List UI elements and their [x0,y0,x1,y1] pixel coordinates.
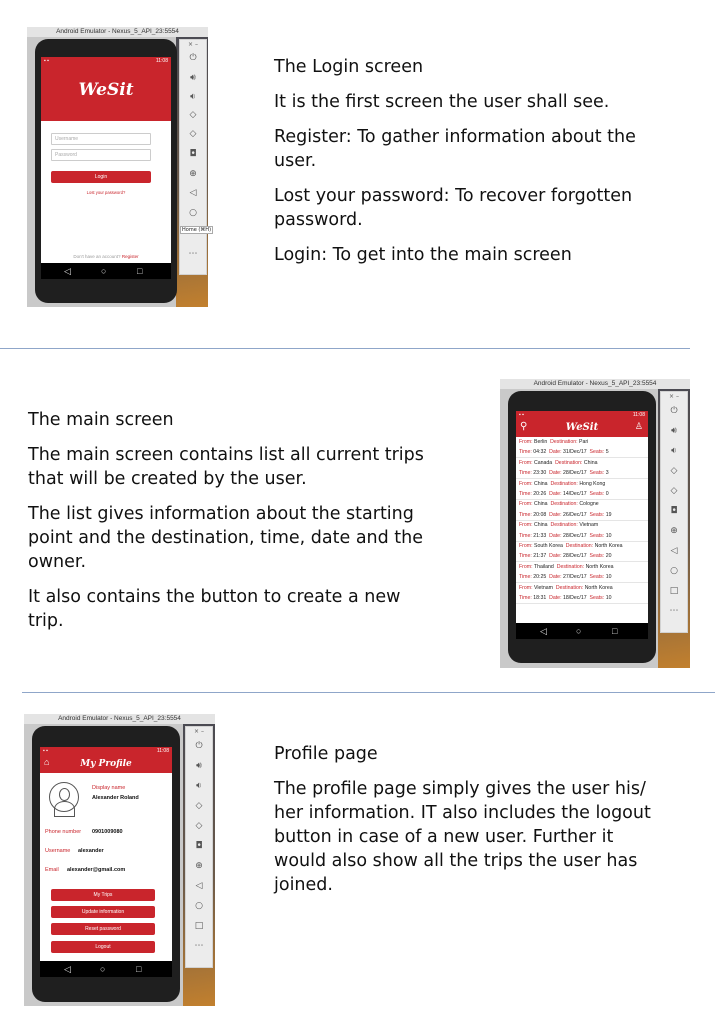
phone-value: 0901009080 [92,829,123,835]
date-value: 14/Dec/17 [562,491,587,497]
rotate-right-icon[interactable]: ◇ [189,129,197,139]
zoom-icon[interactable]: ⊕ [189,169,197,179]
trip-row-details[interactable] [519,593,611,603]
power-icon[interactable]: ⏻ [670,406,678,416]
reset-password-button[interactable]: Reset password [51,923,155,935]
login-description [274,55,664,278]
android-nav-bar [41,263,171,279]
close-icon[interactable]: × – [188,41,198,48]
seats-value: 5 [605,449,609,456]
close-icon[interactable]: × – [669,393,679,400]
description-line: The list gives information about the starting point and the destination, time, date and the owner. [28,504,424,572]
destination-value: North Korea [594,543,623,549]
username-input[interactable]: Username [51,133,151,145]
time-label: Time: [519,491,532,497]
person-icon[interactable]: ♙ [634,421,643,431]
destination-label: Destination: [555,584,584,591]
seats-value: 20 [605,553,612,560]
app-logo: WeSit [565,422,599,433]
seats-label: Seats: [589,470,605,477]
trip-list-screen [516,411,648,639]
date-value: 27/Dec/17 [562,574,587,581]
section-divider [0,348,690,349]
emulator-profile [24,714,215,1006]
emulator-login [27,27,212,307]
date-label: Date: [549,595,562,601]
date-label: Date: [549,449,562,456]
home-icon[interactable]: ○ [195,901,203,911]
from-value: China [534,480,548,487]
emulator-toolbar [185,726,213,968]
description-line: The main screen contains list all current trips that will be created by the user. [28,445,424,489]
seats-value: 19 [605,511,612,518]
status-bar [41,57,171,65]
back-icon[interactable]: ◁ [670,546,678,556]
section-divider [22,692,715,693]
my-trips-button[interactable]: My Trips [51,889,155,901]
trip-list [516,437,648,623]
trip-row-route[interactable] [519,479,605,489]
volume-down-icon[interactable]: 🔉︎ [196,781,202,791]
trip-separator [516,603,648,604]
profile-description [274,742,669,908]
overview-icon[interactable]: □ [669,586,679,596]
time-label: Time: [519,553,532,560]
emulator-window-title: Android Emulator - Nexus_5_API_23:5554 [27,27,208,37]
register-prompt [41,254,171,259]
status-bar [40,747,172,755]
description-line: It is the first screen the user shall see. [274,92,610,112]
volume-down-icon[interactable]: 🔉︎ [671,446,677,456]
power-icon[interactable]: ⏻ [195,741,203,751]
android-nav-bar [40,961,172,977]
more-icon[interactable]: ⋯ [669,606,679,616]
from-label: From: [519,563,533,570]
home-nav-icon[interactable]: ⌂ [44,757,50,767]
emulator-window-title: Android Emulator - Nexus_5_API_23:5554 [24,714,215,724]
from-value: China [534,522,548,529]
time-value: 23:30 [533,470,547,477]
time-value: 20:25 [533,574,547,581]
close-icon[interactable]: × – [194,728,204,735]
zoom-icon[interactable]: ⊕ [670,526,678,536]
trip-row-details[interactable] [519,468,609,478]
seats-label: Seats: [589,574,605,581]
zoom-icon[interactable]: ⊕ [195,861,203,871]
destination-value: Cologne [579,501,599,508]
section-heading: The main screen [28,410,174,430]
time-value: 21:37 [533,553,547,560]
rotate-left-icon[interactable]: ◇ [670,466,678,476]
password-input[interactable]: Password [51,149,151,161]
trip-row-route[interactable] [519,458,597,468]
camera-icon[interactable]: ◘ [189,149,197,159]
trip-row-details[interactable] [519,551,611,561]
time-label: Time: [519,470,532,477]
date-value: 31/Dec/17 [562,449,587,456]
status-time: 11:08 [632,412,645,418]
trip-row-details[interactable] [519,447,609,457]
seats-value: 10 [605,574,612,581]
android-nav-bar [516,623,648,639]
status-icons: ▪ ▪ [43,748,48,754]
trip-row-details[interactable] [519,510,611,520]
overview-icon[interactable]: □ [612,626,618,636]
phone-frame [32,726,180,1002]
email-value: alexander@gmail.com [67,867,126,873]
seats-label: Seats: [589,532,605,539]
power-icon[interactable]: ⏻ [189,53,197,63]
date-label: Date: [549,511,562,518]
destination-label: Destination: [565,543,594,549]
emulator-toolbar [179,39,212,275]
date-label: Date: [549,470,562,477]
rotate-left-icon[interactable]: ◇ [195,801,203,811]
from-label: From: [519,522,533,529]
time-label: Time: [519,595,532,601]
trip-row-route[interactable] [519,562,614,572]
time-value: 20:26 [533,491,547,497]
profile-title: My Profile [80,759,132,769]
home-icon[interactable]: ○ [576,626,582,636]
app-bar [40,755,172,773]
trip-row-details[interactable] [519,489,609,499]
display-name-label: Display name [92,785,126,791]
register-link[interactable]: Register [121,254,139,259]
trip-row-details[interactable] [519,572,611,582]
trip-row-route[interactable] [519,520,598,530]
date-label: Date: [549,532,562,539]
back-icon[interactable]: ◁ [64,964,71,974]
destination-value: Hong Kong [579,480,606,487]
destination-value: Vietnam [579,522,599,529]
logout-button[interactable]: Logout [51,941,155,953]
trip-row-details[interactable] [519,531,611,541]
more-icon[interactable]: ⋯ [194,941,204,951]
from-value: Canada [534,459,553,466]
date-value: 28/Dec/17 [562,553,587,560]
destination-value: North Korea [584,584,613,591]
date-label: Date: [549,553,562,560]
trip-row-route[interactable] [519,437,588,447]
status-bar [516,411,648,419]
description-line: Login: To get into the main screen [274,245,572,265]
destination-label: Destination: [556,563,585,570]
back-icon[interactable]: ◁ [540,626,547,636]
destination-value: Pari [579,439,589,445]
rotate-left-icon[interactable]: ◇ [189,110,197,120]
login-screen [41,57,171,279]
destination-label: Destination: [550,480,578,487]
time-value: 18:31 [533,595,547,601]
login-header [41,65,171,121]
date-label: Date: [549,574,562,581]
home-icon[interactable]: ○ [670,566,678,576]
volume-down-icon[interactable]: 🔉︎ [190,92,196,102]
section-heading: The Login screen [274,57,424,77]
seats-value: 3 [605,470,609,477]
seats-label: Seats: [589,553,605,560]
seats-label: Seats: [589,595,605,601]
from-label: From: [519,439,533,445]
trip-row-route[interactable] [519,541,623,551]
description-line: Register: To gather information about the user. [274,127,636,171]
display-name-value: Alexander Roland [92,795,139,801]
volume-up-icon[interactable]: 🔊︎ [196,761,202,771]
destination-label: Destination: [550,439,578,445]
from-label: From: [519,480,533,487]
seats-value: 10 [605,595,612,601]
status-time: 11:08 [155,58,168,64]
from-label: From: [519,501,533,508]
volume-up-icon[interactable]: 🔊︎ [190,73,196,83]
destination-label: Destination: [555,459,583,466]
lost-password-link[interactable]: Lost your password? [86,190,126,195]
profile-screen [40,747,172,977]
from-value: Vietnam [534,584,553,591]
destination-label: Destination: [550,501,578,508]
seats-value: 10 [605,532,612,539]
more-icon[interactable]: ⋯ [188,249,198,259]
username-label: Username [45,848,71,854]
emulator-window-title: Android Emulator - Nexus_5_API_23:5554 [500,379,690,389]
username-value: alexander [78,848,104,854]
emulator-main [500,379,690,668]
avatar-icon [49,782,79,812]
from-value: Thailand [533,563,554,570]
from-value: South Korea [534,543,563,549]
trip-row-route[interactable] [519,583,613,593]
seats-label: Seats: [589,511,605,518]
date-value: 18/Dec/17 [562,595,587,601]
time-label: Time: [519,449,532,456]
from-label: From: [519,543,533,549]
no-account-text: Don't have an account? [73,254,121,259]
overview-icon[interactable]: □ [137,266,143,276]
from-value: Berlin [534,439,548,445]
back-icon[interactable]: ◁ [189,188,197,198]
from-label: From: [519,459,533,466]
overview-icon[interactable]: □ [194,921,204,931]
back-icon[interactable]: ◁ [64,266,71,276]
back-icon[interactable]: ◁ [195,881,203,891]
time-label: Time: [519,574,532,581]
phone-frame [35,39,177,303]
app-bar [516,419,648,437]
phone-label: Phone number [45,829,82,835]
destination-value: China [583,459,598,466]
camera-icon[interactable]: ◘ [670,506,678,516]
volume-up-icon[interactable]: 🔊︎ [671,426,677,436]
phone-frame [508,391,656,663]
date-value: 28/Dec/17 [562,470,587,477]
seats-value: 0 [605,491,609,497]
location-pin-icon[interactable]: ⚲ [520,421,528,432]
rotate-right-icon[interactable]: ◇ [195,821,203,831]
seats-label: Seats: [589,491,605,497]
status-time: 11:08 [156,748,169,754]
section-heading: Profile page [274,744,378,764]
home-icon[interactable]: ○ [189,208,197,218]
destination-label: Destination: [550,522,578,529]
date-value: 26/Dec/17 [562,511,587,518]
time-value: 20:08 [533,511,547,518]
time-label: Time: [519,511,532,518]
emulator-toolbar [660,391,688,633]
time-value: 04:32 [533,449,547,456]
app-logo: WeSit [78,80,134,100]
home-icon[interactable]: ○ [100,964,106,974]
home-icon[interactable]: ○ [101,266,107,276]
date-label: Date: [549,491,562,497]
main-description [28,408,428,644]
time-label: Time: [519,532,532,539]
email-label: Email [45,867,59,873]
login-button[interactable]: Login [51,171,151,183]
status-icons: ▪ ▪ [519,412,524,418]
rotate-right-icon[interactable]: ◇ [670,486,678,496]
description-line: It also contains the button to create a new trip. [28,587,401,631]
description-line: Lost your password: To recover forgotten password. [274,186,633,230]
trip-row-route[interactable] [519,499,599,509]
update-information-button[interactable]: Update information [51,906,155,918]
status-icons: ▪ ▪ [44,58,49,64]
destination-value: North Korea [585,563,614,570]
description-line: The profile page simply gives the user his/ her information. IT also includes the logout button in case of a new user. Further it would also show all the trips the user has joined. [274,779,651,895]
overview-icon[interactable]: □ [136,964,142,974]
from-value: China [534,501,548,508]
time-value: 21:33 [533,532,547,539]
camera-icon[interactable]: ◘ [195,841,203,851]
date-value: 28/Dec/17 [562,532,587,539]
from-label: From: [519,584,533,591]
home-tooltip: Home (⌘H) [182,227,212,233]
seats-label: Seats: [589,449,605,456]
